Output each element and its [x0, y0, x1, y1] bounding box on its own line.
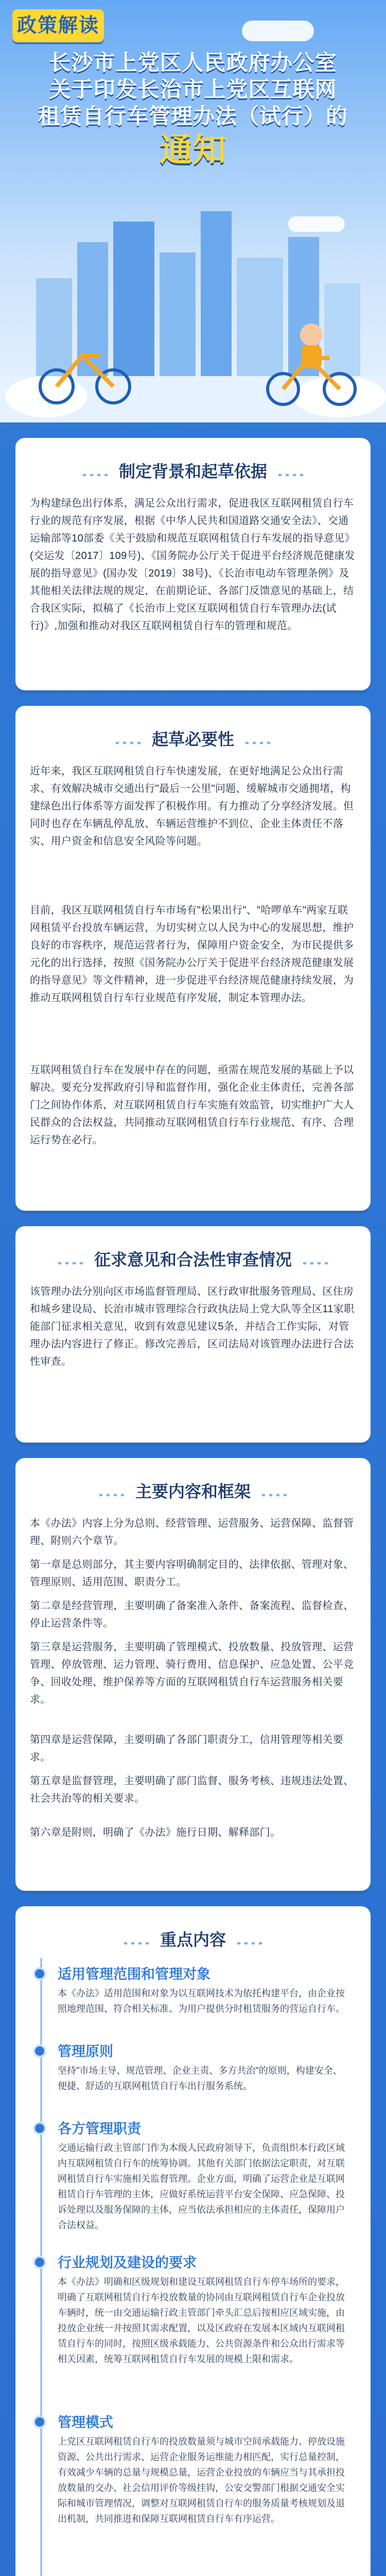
- key-point-heading: 各方管理职责: [58, 2121, 141, 2137]
- key-points-title-text: 重点内容: [160, 1930, 226, 1949]
- title-line-2: 关于印发长治市上党区互联网: [49, 77, 337, 101]
- section-heading: [0, 1479, 386, 1502]
- city-bike-illustration: [0, 180, 386, 422]
- key-point-body: 坚持"市场主导、规范管理、企业主责、多方共治"的原则，构建安全、便捷、舒适的互联网租赁自行车出行服务系统。: [58, 2065, 342, 2091]
- key-point-body: 本《办法》适用范围和对象为以互联网技术为依托构建平台，由企业按照地理范围、符合相关标准、为用户提供分时租赁服务的营运自行车。: [58, 1988, 345, 2014]
- key-point-heading: 管理原则: [58, 2044, 113, 2059]
- dots-decoration: [235, 1941, 264, 1946]
- title-line-1: 长沙市上党区人民政府办公室: [49, 50, 337, 75]
- section-title-text: 主要内容和框架: [135, 1482, 251, 1501]
- section-paragraph: 为构建绿色出行体系，满足公众出行需求，促进我区互联网租赁自行车行业的规范有序发展，根据《中华人民共和国道路交通安全法》、交通运输部等10部委《关于鼓励和规范互联网租赁自行车发展的指导意见》(交运发〔2017〕109号)、《国务院办公厅关于促进平台经济规范健康发展的指导意见》(国办发〔2019〕38号)、《长治市电动车管理条例》及其他相关法律法规的规定，在前期论证、各部门反馈意见的基础上，结合我区实际，拟稿了《长治市上党区互联网租赁自行车管理办法(试行)》,加强和推动对我区互联网租赁自行车的管理和规范。: [30, 498, 355, 632]
- key-point-body: 本《办法》明确和区级规划和建设互联网租赁自行车停车场所的要求，明确了互联网租赁自行车投放数量的协同由互联网租赁自行车企业投放车辆时，统一由交通运输行政主管部门牵头汇总后按相应区域实施，由投放企业统一并按照其需求配置，以及区政府在发展本区域内互联网租赁自行车的同时，按照区级承载能力、公共资源条件和公众出行需求等相关因素，统筹互联网租赁自行车发展的规模上限和需求。: [58, 2277, 345, 2364]
- title-line-4: 通知: [160, 131, 226, 168]
- header-banner: [0, 0, 386, 422]
- policy-badge: [12, 9, 104, 42]
- page-title: [0, 49, 386, 170]
- policy-badge-label: 政策解读: [16, 15, 99, 37]
- timeline-dot-icon: [33, 1967, 46, 1980]
- section-paragraph: 目前，我区互联网租赁自行车市场有"松果出行"、"哈啰单车"两家互联网租赁平台投放车辆运营，为切实树立以人民为中心的发展思想，维护良好的市容秩序，规范运营者行为，保障用户资金安全，为市民提供多元化的出行选择，按照《国务院办公厅关于促进平台经济规范健康发展的指导意见》等文件精神，进一步促进平台经济规范健康持续发展，为推动互联网租赁自行车行业规范有序发展，制定本管理办法。: [30, 905, 354, 1004]
- dots-decoration: [276, 472, 305, 478]
- key-point-heading: 适用管理范围和管理对象: [58, 1967, 210, 1982]
- dots-decoration: [243, 740, 272, 745]
- section-paragraph: 第四章是运营保障，主要明确了各部门职责分工，信用管理等相关要求。: [30, 1734, 343, 1763]
- section-paragraph: 第六章是附则，明确了《办法》施行日期、解释部门。: [30, 1827, 281, 1838]
- timeline-dot-icon: [33, 2122, 46, 2135]
- dots-decoration: [260, 1493, 289, 1498]
- key-point-heading: 行业规划及建设的要求: [58, 2255, 197, 2270]
- title-line-3: 租赁自行车管理办法（试行）的: [38, 104, 348, 128]
- dots-decoration: [301, 1261, 330, 1266]
- section-paragraph: 互联网租赁自行车在发展中存在的问题，亟需在规范发展的基础上予以解决。要充分发挥政府引导和监督作用，强化企业主体责任，完善各部门之间协作体系，对互联网租赁自行车实施有效监管，切实维护广大人民群众的合法权益，共同推动互联网租赁自行车行业规范、有序、合理运行势在必行。: [30, 1064, 354, 1146]
- key-point-body: 上党区互联网租赁自行车的投放数量须与城市空间承载能力、停放设施资源、公共出行需求、运营企业服务运维能力相匹配，实行总量控制，有效减少车辆的总量与规模总量，运营企业投放的车辆应当与其承担投放数量的交办、社会信用评价等级挂钩，公安交警部门根据交通安全实际和城市管理情况，调整对互联网租赁自行车的服务质量考核规划及退出机制，共同推进和保障互联网租赁自行车有序运营。: [58, 2436, 345, 2524]
- section-title-text: 制定背景和起草依据: [118, 462, 267, 481]
- section-heading: [0, 459, 386, 482]
- dots-decoration: [81, 472, 110, 478]
- timeline-dot-icon: [33, 2415, 46, 2429]
- dots-decoration: [122, 1941, 151, 1946]
- section-paragraph: 第二章是经营管理，主要明确了备案准入条件、备案流程、监督检查、停止运营条件等。: [30, 1600, 354, 1629]
- key-point-body: 交通运输行政主管部门作为本级人民政府领导下，负责组织本行政区域内互联网租赁自行车的统筹协调。其他有关部门依据法定职责，对互联网租赁自行车实施相关监督管理。企业方面，明确了运营企业是互联网租赁自行车管理的主体，应做好系统运营平台安全保障、应急保障、投诉处理以及服务保障的主体，应当依法承担相应的主体责任，保障用户合法权益。: [58, 2143, 345, 2230]
- section-heading: [0, 1247, 386, 1270]
- section-paragraph: 该管理办法分别向区市场监督管理局、区行政审批服务管理局、区住房和城乡建设局、长治市城市管理综合行政执法局上党大队等全区11家职能部门征求相关意见，收到有效意见建议5条，并结合工作实际，对管理办法内容进行了修正。修改完善后，区司法局对该管理办法进行合法性审查。: [30, 1286, 355, 1367]
- timeline-dot-icon: [33, 2256, 46, 2269]
- section-title-text: 起草必要性: [151, 730, 234, 749]
- dots-decoration: [56, 1261, 85, 1266]
- section-paragraph: 近年来，我区互联网租赁自行车快速发展，在更好地满足公众出行需求、有效解决城市交通出行"最后一公里"问题、缓解城市交通拥堵，构建绿色出行体系等方面发挥了积极作用。有力推动了分享经济发展。但同时也存在车辆乱停乱放、车辆运营维护不到位、企业主体责任不落实、用户资金和信息安全风险等问题。: [30, 766, 354, 847]
- dots-decoration: [97, 1493, 126, 1498]
- section-paragraph: 第一章是总则部分，其主要内容明确制定目的、法律依据、管理对象、管理原则、适用范围、职责分工。: [30, 1559, 354, 1588]
- section-paragraph: 第五章是监督管理，主要明确了部门监督、服务考核、违规违法处置、社会共治等的相关要求。: [30, 1775, 354, 1804]
- dots-decoration: [114, 740, 143, 745]
- section-paragraph: 第三章是运营服务，主要明确了管理模式、投放数量、投放管理、运营管理、停放管理、运力管理、骑行费用、信息保护、应急处置、公平竞争、回收处理、维护保养等方面的互联网租赁自行车运营服务相关要求。: [30, 1641, 354, 1705]
- key-point-heading: 管理模式: [58, 2415, 113, 2430]
- timeline-dot-icon: [33, 2044, 46, 2058]
- section-heading: [0, 726, 386, 750]
- section-title-text: 征求意见和合法性审查情况: [94, 1250, 292, 1269]
- key-points-heading: [0, 1927, 386, 1951]
- cloud-decoration: [242, 21, 314, 41]
- section-paragraph: 本《办法》内容上分为总则、经营管理、运营服务、运营保障、监督管理、附则六个章节。: [30, 1518, 354, 1547]
